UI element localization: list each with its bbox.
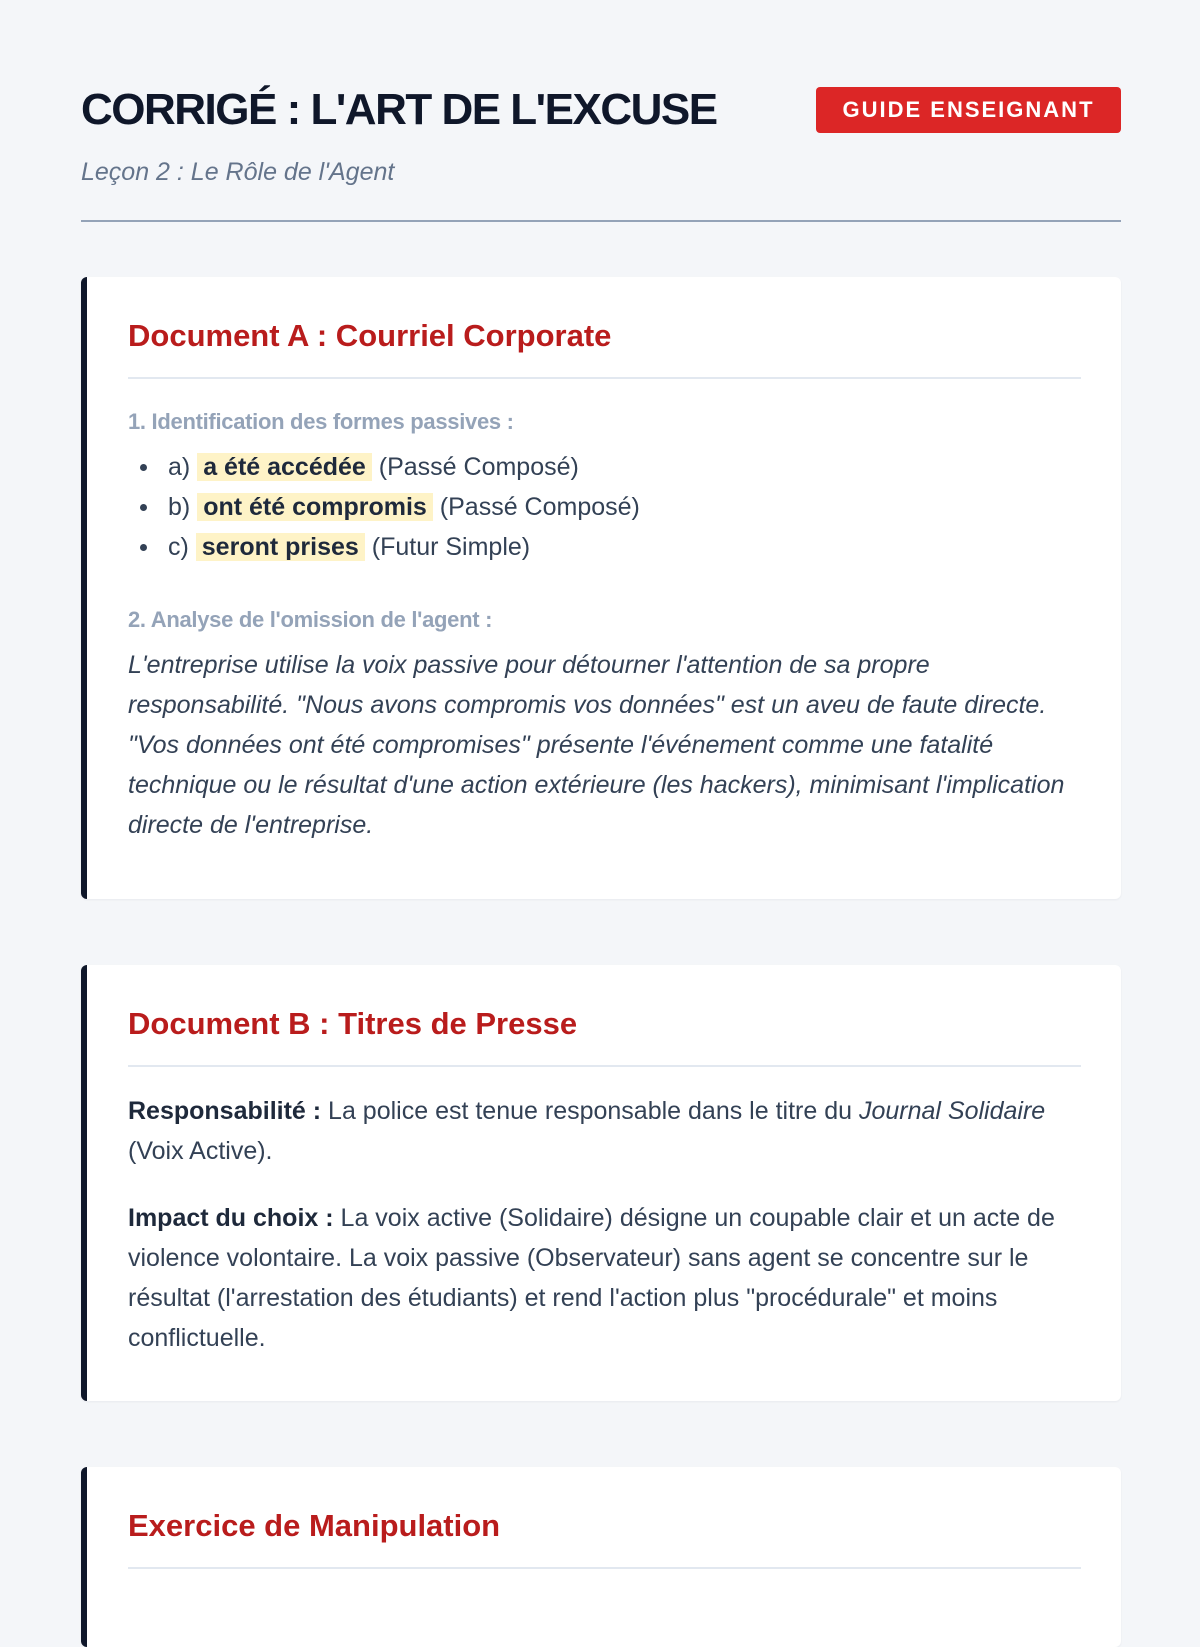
document-a-card bbox=[81, 277, 1121, 899]
item-tense: (Passé Composé) bbox=[378, 453, 579, 481]
teacher-guide-badge: GUIDE ENSEIGNANT bbox=[816, 87, 1121, 133]
list-item bbox=[128, 447, 1081, 487]
document-a-title: Document A : Courriel Corporate bbox=[128, 315, 1081, 379]
responsibility-paragraph bbox=[128, 1091, 1081, 1171]
passive-forms-list bbox=[128, 447, 1081, 567]
answer-key-page bbox=[81, 0, 1121, 1543]
exercise-title: Exercice de Manipulation bbox=[128, 1505, 1081, 1569]
item-letter: c) bbox=[168, 533, 189, 561]
page-header bbox=[81, 0, 1121, 222]
agent-omission-analysis: L'entreprise utilise la voix passive pour détourner l'attention de sa propre responsabilité. "Nous avons compromis vos données" est un aveu de faute directe. "Vos données ont été compromises" présente l'événement comme une fatalité technique ou le résultat d'une action extérieure (les hackers), minimisant l'implication directe de l'entreprise. bbox=[128, 651, 1065, 839]
bullet-icon bbox=[140, 504, 147, 511]
impact-label: Impact du choix : bbox=[128, 1204, 334, 1232]
document-b-card bbox=[81, 965, 1121, 1401]
passive-forms-label: 1. Identification des formes passives : bbox=[128, 409, 514, 434]
exercise-card bbox=[81, 1467, 1121, 1647]
document-b-title: Document B : Titres de Presse bbox=[128, 1003, 1081, 1067]
impact-paragraph bbox=[128, 1198, 1081, 1358]
highlighted-verb: ont été compromis bbox=[197, 493, 433, 521]
item-letter: a) bbox=[168, 453, 191, 481]
highlighted-verb: seront prises bbox=[196, 533, 365, 561]
agent-omission-label: 2. Analyse de l'omission de l'agent : bbox=[128, 607, 493, 632]
impact-text: La voix active (Solidaire) désigne un coupable clair et un acte de violence volontaire. La voix passive (Observateur) sans agent se concentre sur le résultat (l'arrestation des étudiants) et rend l'action plus "procédurale" et moins conflictuelle. bbox=[128, 1204, 1055, 1352]
bullet-icon bbox=[140, 464, 147, 471]
item-tense: (Futur Simple) bbox=[371, 533, 531, 561]
lesson-subtitle: Leçon 2 : Le Rôle de l'Agent bbox=[81, 158, 395, 186]
list-item bbox=[128, 527, 1081, 567]
item-tense: (Passé Composé) bbox=[439, 493, 640, 521]
responsibility-text: La police est tenue responsable dans le titre du bbox=[328, 1097, 853, 1125]
item-letter: b) bbox=[168, 493, 191, 521]
list-item bbox=[128, 487, 1081, 527]
page-title: CORRIGÉ : L'ART DE L'EXCUSE bbox=[81, 85, 717, 134]
responsibility-label: Responsabilité : bbox=[128, 1097, 322, 1125]
bullet-icon bbox=[140, 544, 147, 551]
responsibility-voice: (Voix Active). bbox=[128, 1137, 273, 1165]
highlighted-verb: a été accédée bbox=[197, 453, 372, 481]
journal-name: Journal Solidaire bbox=[858, 1097, 1046, 1125]
